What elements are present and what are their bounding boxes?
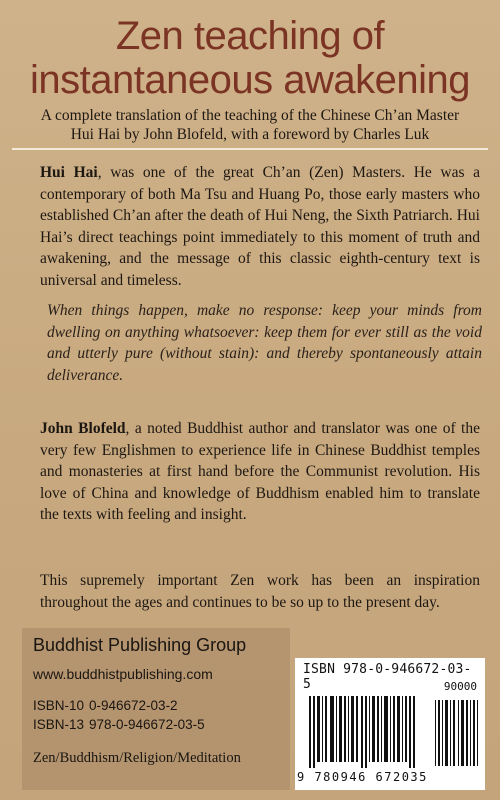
isbn13-value: 978-0-946672-03-5	[89, 717, 205, 732]
ean-bars	[309, 696, 421, 768]
title-line-1: Zen teaching of	[115, 14, 385, 58]
subtitle	[20, 106, 480, 144]
divider	[12, 148, 488, 150]
isbn13-label: ISBN-13	[33, 717, 85, 732]
translator-paragraph	[40, 418, 480, 526]
isbn10-label: ISBN-10	[33, 698, 85, 713]
subtitle-line-2: Hui Hai by John Blofeld, with a foreword by Charles Luk	[70, 126, 430, 143]
subtitle-line-1: A complete translation of the teaching of the Chinese Ch’an Master	[40, 107, 460, 124]
isbn13-row	[33, 715, 288, 734]
translator-text: , a noted Buddhist author and translator was one of the very few Englishmen to experience life in Chinese Buddhist temples and monasteries at first hand before the Communist revolution. His love of China and knowledge of Buddhism enabled him to translate the texts with feeling and insight.	[40, 420, 480, 523]
publisher-website: www.buddhistpublishing.com	[33, 666, 213, 682]
isbn10-value: 0-946672-03-2	[89, 698, 178, 713]
addon-bars	[435, 694, 479, 766]
categories: Zen/Buddhism/Religion/Meditation	[33, 750, 241, 766]
quote-paragraph: When things happen, make no response: keep your minds from dwelling on anything whatsoever: keep them for ever still as the void and utterly pure (without stain): and thereby spontaneously attain deliverance.	[47, 302, 482, 384]
cover-title	[0, 14, 500, 102]
publisher-name: Buddhist Publishing Group	[33, 635, 247, 655]
barcode-price-code: 90000	[443, 680, 477, 693]
translator-bold-name: John Blofeld	[40, 420, 126, 437]
isbn10-row	[33, 696, 288, 715]
barcode-isbn-text: ISBN 978-0-946672-03-5	[303, 662, 472, 692]
closing-paragraph: This supremely important Zen work has been an inspiration throughout the ages and continues to be so up to the present day.	[40, 572, 480, 611]
intro-paragraph	[40, 162, 480, 291]
intro-text: , was one of the great Ch’an (Zen) Masters. He was a contemporary of both Ma Tsu and Huang Po, those early masters who established Ch’an after the death of Hui Neng, the Sixth Patriarch. Hui Hai’s direct teachings point immediately to this moment of truth and awakening, and the message of this classic eighth-century text is universal and timeless.	[40, 164, 480, 289]
title-line-2: instantaneous awakening	[30, 58, 470, 102]
publisher-block	[33, 632, 288, 768]
barcode-digits: 9 780946 672035	[297, 770, 428, 784]
barcode	[295, 658, 485, 790]
intro-bold-name: Hui Hai	[40, 164, 98, 181]
